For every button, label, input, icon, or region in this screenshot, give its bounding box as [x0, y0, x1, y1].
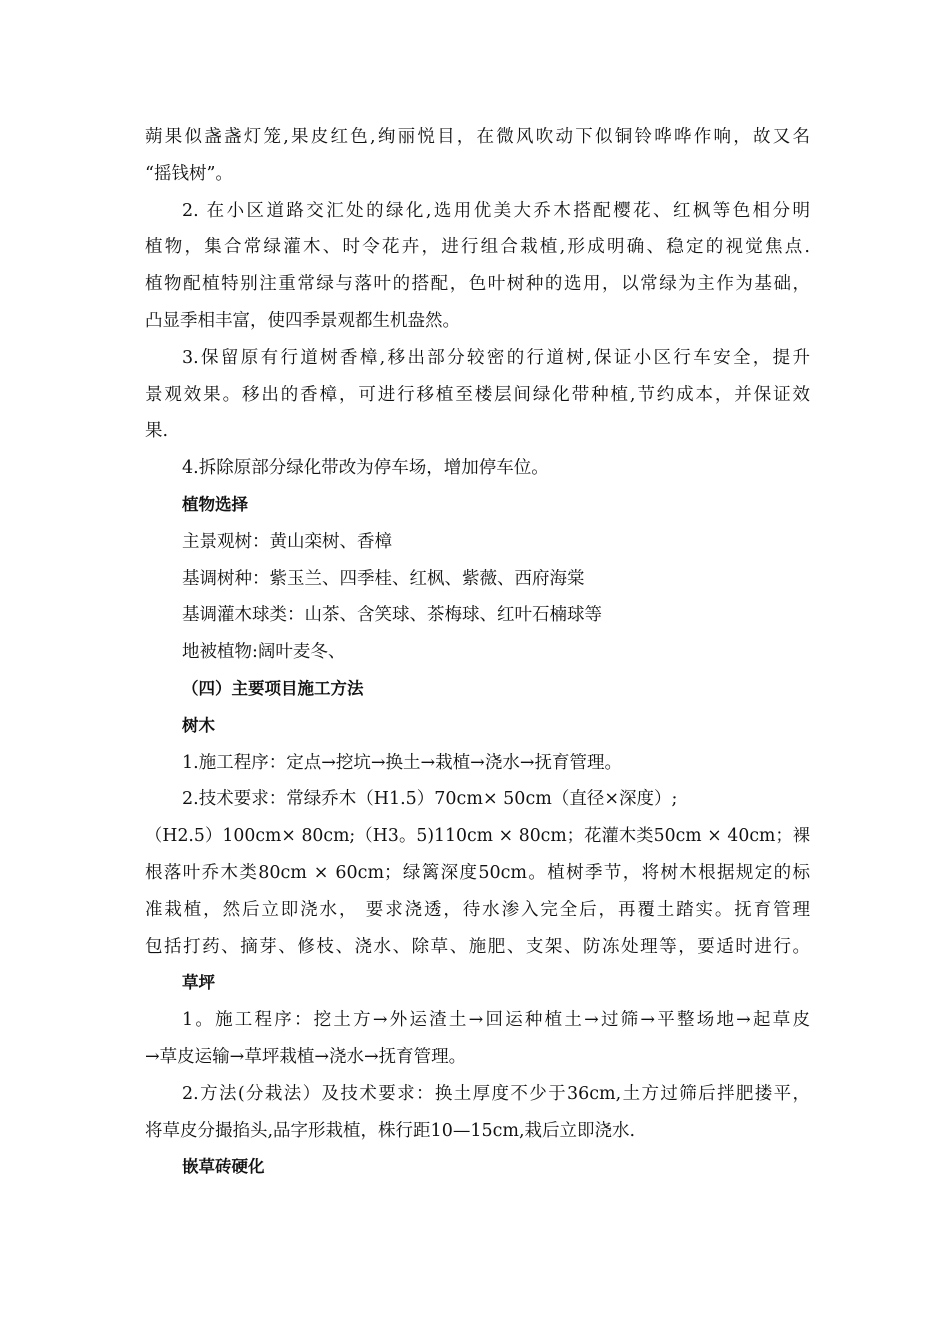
- paragraph-line: 2.方法(分栽法）及技术要求：换土厚度不少于36cm,土方过筛后拌肥搂平，: [182, 1083, 810, 1104]
- paragraph-line: 2.技术要求：常绿乔木（H1.5）70cm× 50cm（直径×深度）;: [182, 789, 678, 810]
- paragraph-line: “摇钱树”。: [145, 163, 233, 184]
- paragraph-line: 根落叶乔木类80cm × 60cm；绿篱深度50cm。植树季节，将树木根据规定的标: [145, 862, 810, 883]
- paragraph-line: 2. 在小区道路交汇处的绿化,选用优美大乔木搭配樱花、红枫等色相分明: [182, 200, 810, 221]
- paragraph-line: 将草皮分撮掐头,品字形栽植，株行距10—15cm,栽后立即浇水.: [145, 1120, 636, 1141]
- paragraph-line: 包括打药、摘芽、修枝、浇水、除草、施肥、支架、防冻处理等，要适时进行。: [145, 936, 810, 957]
- section-heading: 植物选择: [182, 494, 248, 514]
- paragraph-line: 植物配植特别注重常绿与落叶的搭配，色叶树种的选用，以常绿为主作为基础，: [145, 274, 810, 295]
- paragraph-line: 景观效果。移出的香樟，可进行移植至楼层间绿化带种植,节约成本，并保证效: [145, 384, 810, 405]
- subsection-heading: 树木: [182, 715, 215, 735]
- paragraph-line: 凸显季相丰富，使四季景观都生机盎然。: [145, 310, 460, 331]
- paragraph-line: 植物，集合常绿灌木、时令花卉，进行组合栽植,形成明确、稳定的视觉焦点.: [145, 237, 810, 258]
- subsection-heading: 草坪: [182, 973, 215, 993]
- paragraph-line: 果.: [145, 421, 169, 442]
- paragraph-line: 蒴果似盏盏灯笼,果皮红色,绚丽悦目，在微风吹动下似铜铃哗哗作响，故又名: [145, 127, 810, 147]
- paragraph-line: （H2.5）100cm× 80cm;（H3。5)110cm × 80cm；花灌木类50cm × 40cm；裸: [145, 826, 810, 847]
- list-item: 地被植物:阔叶麦冬、: [182, 642, 346, 663]
- paragraph-line: 1.施工程序：定点→挖坑→换土→栽植→浇水→抚育管理。: [182, 752, 623, 773]
- paragraph-line: →草皮运输→草坪栽植→浇水→抚育管理。: [145, 1046, 467, 1067]
- list-item: 主景观树：黄山栾树、香樟: [182, 531, 392, 552]
- document-body: [145, 119, 810, 1186]
- list-item: 基调树种：紫玉兰、四季桂、红枫、紫薇、西府海棠: [182, 568, 585, 589]
- paragraph-line: 4.拆除原部分绿化带改为停车场，增加停车位。: [182, 458, 549, 479]
- list-item: 基调灌木球类：山茶、含笑球、茶梅球、红叶石楠球等: [182, 605, 602, 626]
- paragraph-line: 1。施工程序：挖土方→外运渣土→回运种植土→过筛→平整场地→起草皮: [182, 1010, 810, 1031]
- subsection-heading: 嵌草砖硬化: [182, 1157, 265, 1177]
- section-heading: （四）主要项目施工方法: [182, 678, 364, 698]
- paragraph-line: 3.保留原有行道树香樟,移出部分较密的行道树,保证小区行车安全，提升: [182, 347, 810, 368]
- paragraph-line: 准栽植，然后立即浇水， 要求浇透，待水渗入完全后，再覆土踏实。抚育管理: [145, 899, 810, 920]
